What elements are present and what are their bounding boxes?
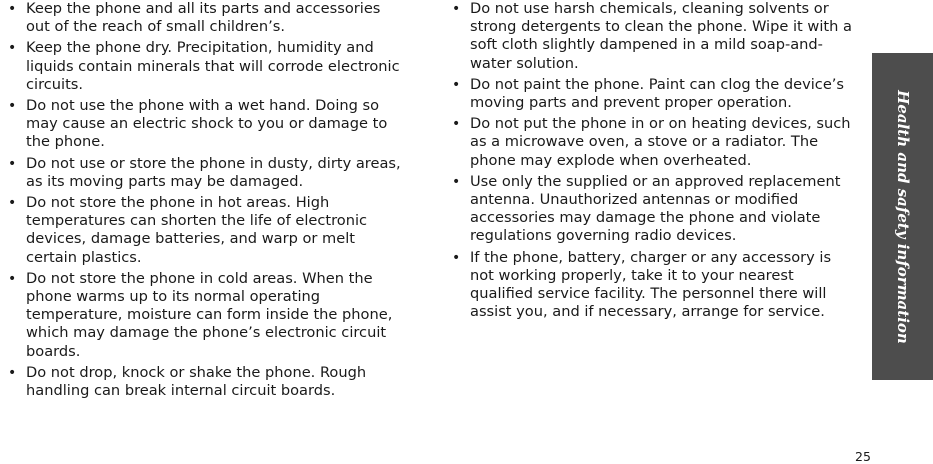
bullet-mark: • xyxy=(8,364,17,381)
bullet-mark: • xyxy=(8,270,17,287)
bullet-text: Use only the supplied or an approved replacement antenna. Unauthorized antennas or modified accessories may damage the phone and violate regulations governing radio devices. xyxy=(470,172,841,245)
bullet-text: Do not use or store the phone in dusty, dirty areas, as its moving parts may be damaged. xyxy=(26,154,401,190)
bullet-mark: • xyxy=(452,249,461,266)
bullet-item xyxy=(8,364,408,400)
bullet-item xyxy=(452,76,852,112)
bullet-text: Do not put the phone in or on heating devices, such as a microwave oven, a stove or a radiator. The phone may explode when overheated. xyxy=(470,115,851,169)
bullet-text: Do not use the phone with a wet hand. Doing so may cause an electric shock to you or damage to the phone. xyxy=(26,97,388,151)
bullet-item xyxy=(8,39,408,94)
bullet-mark: • xyxy=(452,76,461,93)
bullet-text: Do not store the phone in hot areas. High temperatures can shorten the life of electronic devices, damage batteries, and warp or melt certain plastics. xyxy=(26,194,368,266)
bullet-text: Keep the phone dry. Precipitation, humidity and liquids contain minerals that will corrode electronic circuits. xyxy=(26,39,400,93)
section-title: Health and safety information xyxy=(893,89,912,344)
bullet-item xyxy=(8,0,408,36)
bullet-item xyxy=(452,0,852,73)
bullet-item xyxy=(452,249,852,322)
bullet-text: Do not drop, knock or shake the phone. Rough handling can break internal circuit boards. xyxy=(26,363,367,400)
bullet-mark: • xyxy=(8,98,17,115)
bullet-item xyxy=(8,155,408,191)
bullet-item xyxy=(8,194,408,267)
bullet-item xyxy=(8,270,408,361)
bullet-text: Do not use harsh chemicals, cleaning solvents or strong detergents to clean the phone. Wipe it with a soft cloth slightly dampened in a mild soap-and-water solution. xyxy=(470,0,852,72)
bullet-text: If the phone, battery, charger or any accessory is not working properly, take it to your nearest qualified service facility. The personnel there will assist you, and if necessary, arrange for service. xyxy=(470,248,832,321)
bullet-text: Do not store the phone in cold areas. When the phone warms up to its normal operating temperature, moisture can form inside the phone, which may damage the phone’s electronic circuit boards. xyxy=(26,269,393,360)
page-number: 25 xyxy=(855,449,871,464)
bullet-text: Keep the phone and all its parts and accessories out of the reach of small children’s. xyxy=(26,0,381,36)
bullet-item xyxy=(452,115,852,170)
bullet-mark: • xyxy=(8,1,17,17)
bullet-mark: • xyxy=(8,40,17,57)
bullet-text: Do not paint the phone. Paint can clog the device’s moving parts and prevent proper operation. xyxy=(470,75,845,112)
right-bullet-list xyxy=(452,0,852,321)
bullet-mark: • xyxy=(452,116,461,133)
left-bullet-list xyxy=(8,0,408,400)
bullet-mark: • xyxy=(452,1,461,17)
bullet-mark: • xyxy=(452,173,461,190)
bullet-item xyxy=(8,97,408,152)
bullet-item xyxy=(452,173,852,246)
section-side-tab xyxy=(872,53,933,380)
bullet-mark: • xyxy=(8,195,17,212)
bullet-mark: • xyxy=(8,155,17,172)
